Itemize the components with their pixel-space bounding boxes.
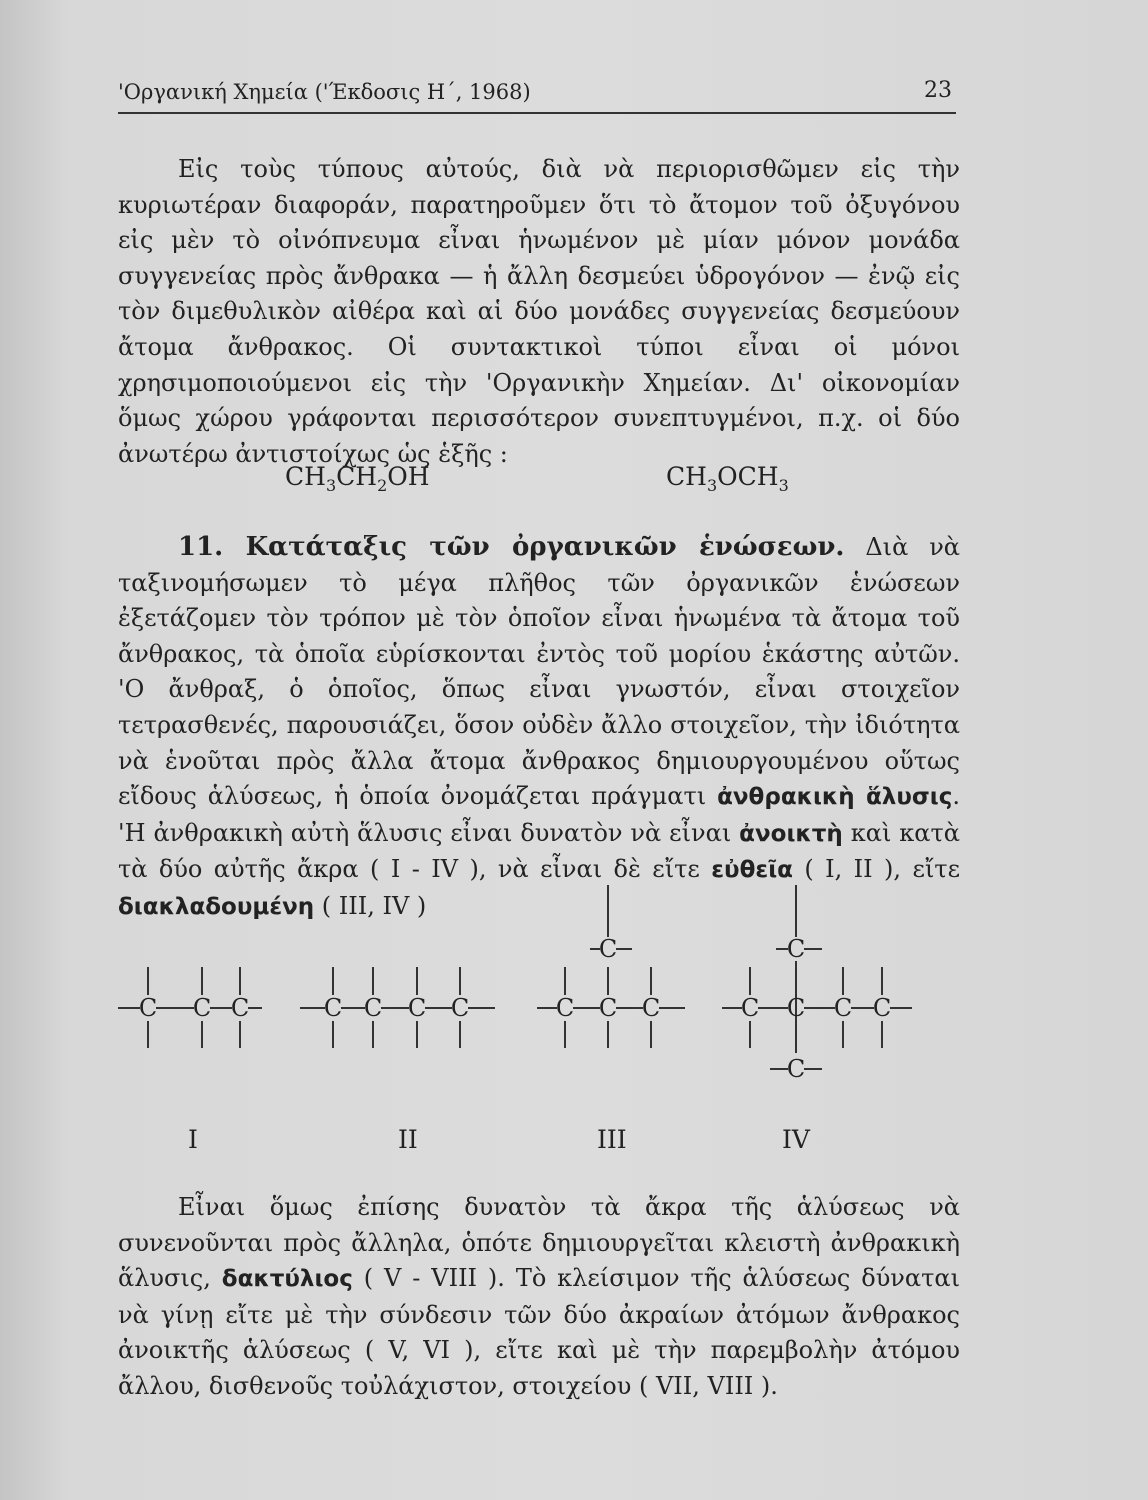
- carbon-atom: C: [450, 994, 470, 1022]
- formula-ether: [666, 462, 789, 495]
- carbon-atom: C: [192, 994, 212, 1022]
- header-title: 'Οργανική Χημεία ('Έκδοσις Η΄, 1968): [118, 80, 531, 104]
- f2-b: OCH: [717, 462, 779, 491]
- s11-text2: . 'Η ἀνθρακικὴ αὐτὴ ἅλυσις εἶναι δυνατὸν νὰ εἶναι: [118, 782, 960, 847]
- section-11-title: 11. Κατάταξις τῶν ὀργανικῶν ἑνώσεων.: [178, 532, 845, 562]
- carbon-atom: C: [555, 994, 575, 1022]
- section-11-text: [118, 530, 960, 926]
- paragraph-1-text: Εἰς τοὺς τύπους αὐτούς, διὰ νὰ περιορισθῶμεν εἰς τὴν κυριωτέραν διαφοράν, παρατηροῦμεν ὅτι τὸ ἄτομον τοῦ ὀξυγόνου εἰς μὲν τὸ οἰνόπνευμα εἶναι ἡνωμένον μὲ μίαν μόνον μονάδα συγγενείας πρὸς ἄνθρακα — ἡ ἄλλη δεσμεύει ὑδρογόνον — ἐνῷ εἰς τὸν διμεθυλικὸν αἰθέρα καὶ αἱ δύο μονάδες συγγενείας δεσμεύουν ἄτομα ἄνθρακος. Οἱ συντακτικοὶ τύποι εἶναι οἱ μόνοι χρησιμοποιούμενοι εἰς τὴν 'Οργανικὴν Χημείαν. Δι' οἰκονομίαν ὅμως χώρου γράφονται περισσότερον συνεπτυγμένοι, π.χ. οἱ δύο ἀνωτέρω ἀντιστοίχως ὡς ἑξῆς :: [118, 155, 960, 468]
- page-number: 23: [924, 78, 952, 103]
- carbon-atom: C: [786, 994, 806, 1022]
- carbon-atom: C: [138, 994, 158, 1022]
- carbon-atom: C: [598, 935, 618, 963]
- carbon-atom: C: [230, 994, 250, 1022]
- paragraph-3-text: [118, 1190, 960, 1405]
- term-straight: εὐθεῖα: [711, 857, 793, 884]
- term-ring: δακτύλιος: [221, 1266, 353, 1293]
- s11-text4: ( I, II ), εἴτε: [792, 855, 960, 884]
- carbon-atom: C: [598, 994, 618, 1022]
- f1-c: OH: [387, 462, 430, 491]
- paragraph-1: [118, 152, 960, 472]
- structure-labels: [0, 1125, 1148, 1161]
- section-11: [118, 530, 960, 926]
- f1-s1: 3: [325, 476, 337, 495]
- term-carbon-chain: ἀνθρακικὴ ἅλυσις: [717, 784, 953, 811]
- f2-s1: 3: [706, 476, 718, 495]
- carbon-atom: C: [323, 994, 343, 1022]
- carbon-atom: C: [786, 1055, 806, 1083]
- carbon-atom: C: [407, 994, 427, 1022]
- running-header: [118, 76, 956, 114]
- carbon-atom: C: [740, 994, 760, 1022]
- term-branched: διακλαδουμένη: [118, 893, 315, 920]
- s11-text3: καὶ κατὰ τὰ δύο αὐτῆς ἄκρα ( I - IV ), νὰ εἶναι δὲ εἴτε: [118, 818, 960, 884]
- carbon-chain-diagram: [100, 885, 930, 1083]
- carbon-atom: C: [872, 994, 892, 1022]
- p3-text1: Εἶναι ὅμως ἐπίσης δυνατὸν τὰ ἄκρα τῆς ἁλύσεως νὰ συνενοῦνται πρὸς ἄλληλα, ὁπότε δημιουργεῖται κλειστὴ ἀνθρακικὴ ἅλυσις,: [118, 1193, 960, 1293]
- bond-lines: [118, 885, 912, 1069]
- paragraph-3: [118, 1190, 960, 1405]
- s11-text1: Διὰ νὰ ταξινομήσωμεν τὸ μέγα πλῆθος τῶν ὀργανικῶν ἑνώσεων ἐξετάζομεν τὸν τρόπον μὲ τὸν ὁποῖον εἶναι ἡνωμένα τὰ ἄτομα τοῦ ἄνθρακος, τὰ ὁποῖα εὑρίσκονται ἐντὸς τοῦ μορίου ἑκάστης αὐτῶν. 'Ο ἄνθραξ, ὁ ὁποῖος, ὅπως εἶναι γνωστόν, εἶναι στοιχεῖον τετρασθενές, παρουσιάζει, ὅσον οὐδὲν ἄλλο στοιχεῖον, τὴν ἰδιότητα νὰ ἑνοῦται πρὸς ἄλλα ἄτομα ἄνθρακος δημιουργουμένου οὕτως εἴδους ἁλύσεως, ἡ ὁποία ὀνομάζεται πράγματι: [118, 533, 960, 811]
- formula-ethanol: [285, 462, 430, 495]
- structure-label-iv: IV: [782, 1125, 810, 1154]
- f1-b: CH: [336, 462, 378, 491]
- f2-s2: 3: [778, 476, 789, 495]
- carbon-atom: C: [363, 994, 383, 1022]
- f2-a: CH: [666, 462, 707, 491]
- structure-label-iii: III: [597, 1125, 627, 1154]
- formula-row: [0, 462, 1148, 502]
- term-open: ἀνοικτὴ: [739, 820, 843, 847]
- f1-s2: 2: [377, 476, 388, 495]
- structure-label-ii: II: [398, 1125, 418, 1154]
- s11-text5: ( III, IV ): [314, 891, 427, 920]
- carbon-atom: C: [786, 935, 806, 963]
- carbon-atom: C: [641, 994, 661, 1022]
- carbon-atom: C: [833, 994, 853, 1022]
- p3-text2: ( V - VIII ). Τὸ κλείσιμον τῆς ἁλύσεως δύναται νὰ γίνῃ εἴτε μὲ τὴν σύνδεσιν τῶν δύο ἀκραίων ἀτόμων ἄνθρακος ἀνοικτῆς ἁλύσεως ( V, VI ), εἴτε καὶ μὲ τὴν παρεμβολὴν ἀτόμου ἄλλου, δισθενοῦς τοὐλάχιστον, στοιχείου ( VII, VIII ).: [118, 1264, 960, 1400]
- f1-a: CH: [285, 462, 326, 491]
- structure-label-i: I: [188, 1125, 198, 1154]
